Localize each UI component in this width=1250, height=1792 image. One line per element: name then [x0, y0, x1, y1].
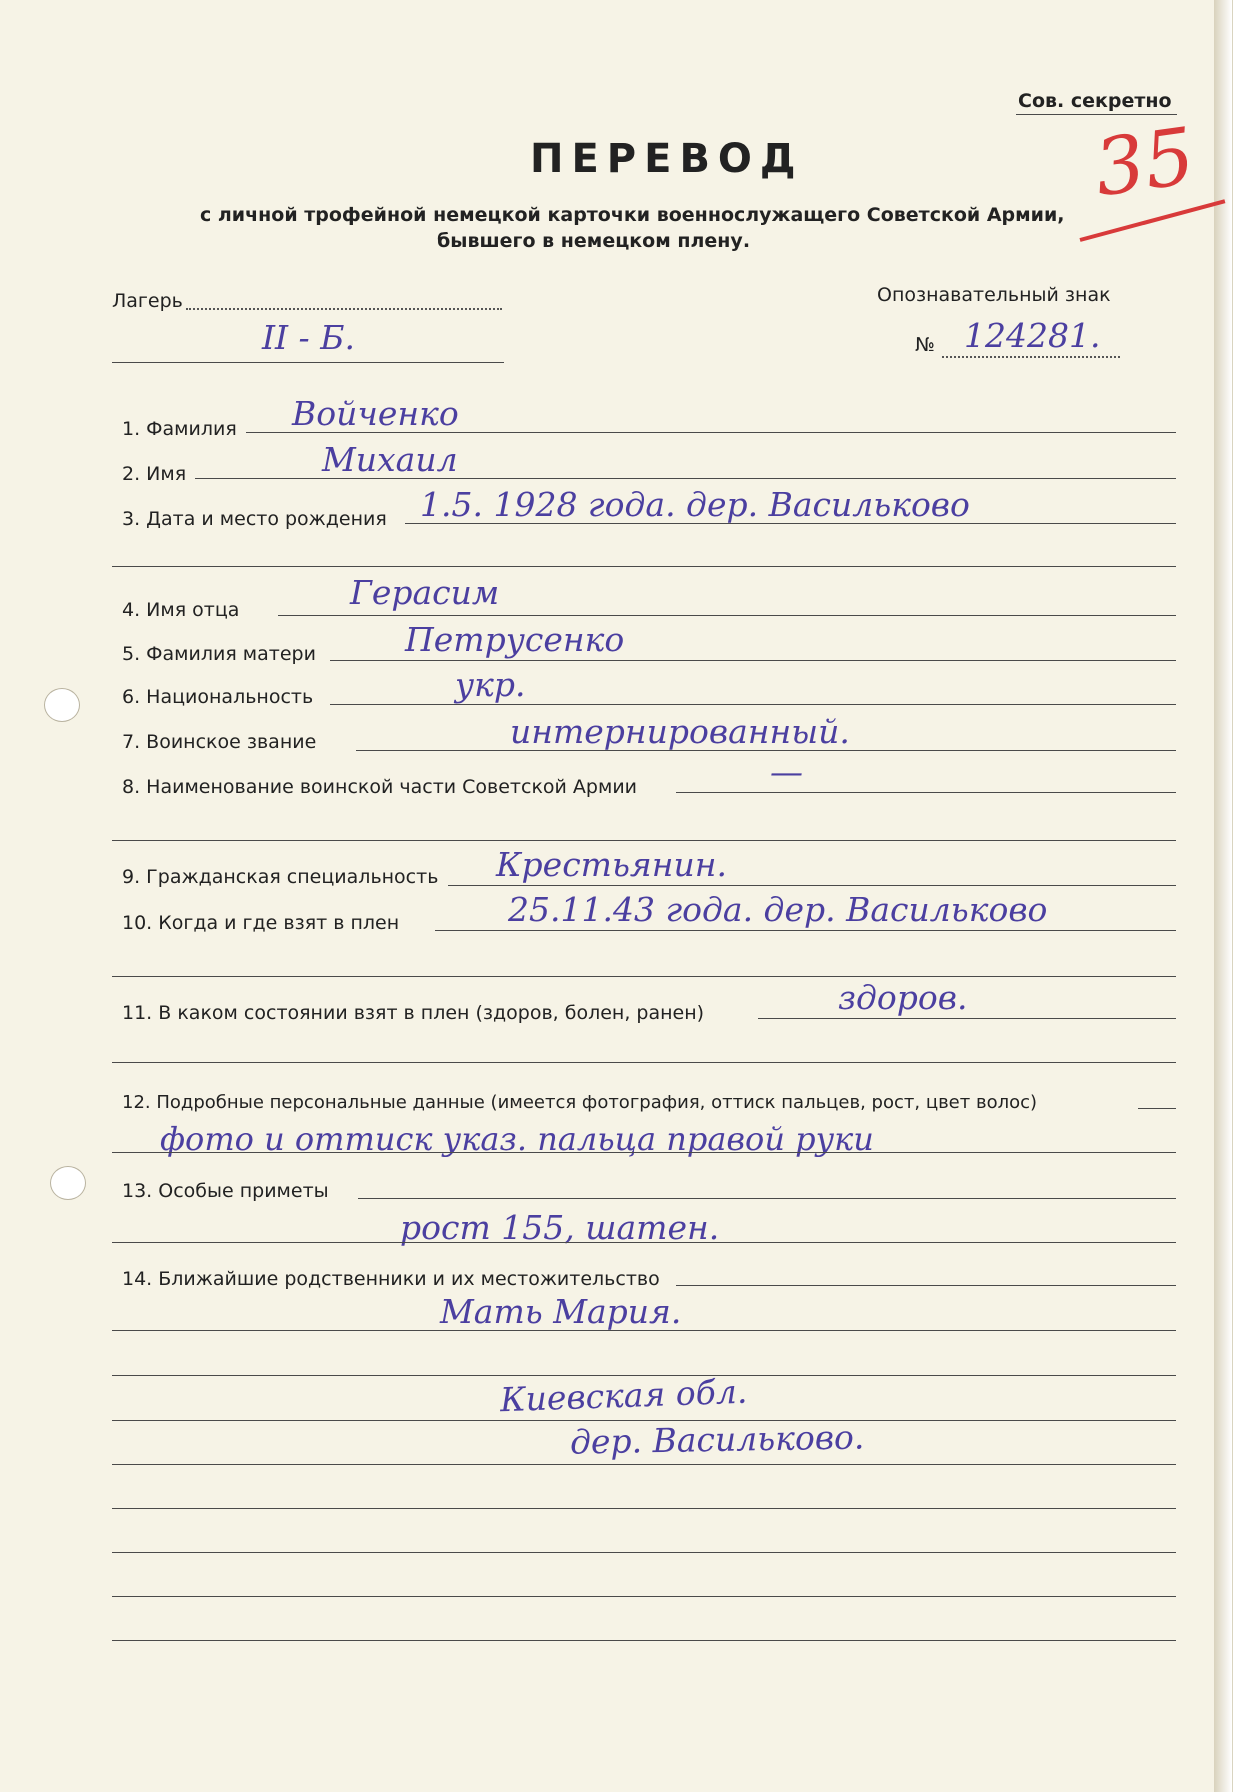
field-11-label: 11. В каком состоянии взят в плен (здоров, болен, ранен) — [122, 1002, 705, 1024]
field-10-line — [435, 930, 1176, 931]
field-9-label: 9. Гражданская специальность — [122, 866, 439, 888]
camp-line — [112, 362, 504, 363]
id-tag-label: Опознавательный знак — [877, 284, 1111, 306]
field-7-label: 7. Воинское звание — [122, 731, 317, 753]
field-6-line — [330, 704, 1176, 705]
field-14-value: Мать Мария. — [440, 1292, 682, 1331]
punch-hole-bottom — [50, 1166, 86, 1200]
field-13-value: рост 155, шатен. — [400, 1208, 720, 1247]
field-14-label: 14. Ближайшие родственники и их местожительство — [122, 1268, 660, 1290]
page-edge-shadow — [1214, 0, 1232, 1792]
red-pencil-mark: 35 — [1089, 111, 1201, 215]
relatives-region: Киевская обл. — [499, 1371, 748, 1420]
field-13-extra-line — [112, 1242, 1176, 1243]
field-10-value: 25.11.43 года. дер. Васильково — [508, 890, 1048, 929]
classification-underline — [1016, 114, 1177, 115]
field-11-value: здоров. — [838, 978, 968, 1017]
field-12-line — [1138, 1108, 1176, 1109]
field-4-line — [278, 615, 1176, 616]
relatives-line-7 — [112, 1596, 1176, 1597]
field-6-label: 6. Национальность — [122, 686, 314, 708]
relatives-village: дер. Васильково. — [569, 1417, 865, 1462]
field-2-label: 2. Имя — [122, 463, 187, 485]
field-8-value: — — [770, 752, 803, 791]
field-11-extra-line — [112, 1062, 1176, 1063]
field-8-label: 8. Наименование воинской части Советской Армии — [122, 776, 638, 798]
camp-dotted-line — [186, 308, 502, 310]
field-3-label: 3. Дата и место рождения — [122, 508, 387, 530]
field-10-label: 10. Когда и где взят в плен — [122, 912, 400, 934]
field-12-extra-line — [112, 1152, 1176, 1153]
field-3-extra-line — [112, 566, 1176, 567]
field-13-label: 13. Особые приметы — [122, 1180, 329, 1202]
camp-value: II - Б. — [262, 318, 355, 357]
field-1-label: 1. Фамилия — [122, 418, 237, 440]
field-14-line — [676, 1285, 1176, 1286]
field-13-line — [358, 1198, 1176, 1199]
document-title: ПЕРЕВОД — [530, 136, 804, 182]
relatives-line-8 — [112, 1640, 1176, 1641]
field-8-extra-line — [112, 840, 1176, 841]
field-12-value: фото и оттиск указ. пальца правой руки — [160, 1120, 874, 1158]
document-subtitle-1: с личной трофейной немецкой карточки военнослужащего Советской Армии, — [200, 204, 1065, 226]
field-1-value: Войченко — [292, 394, 459, 433]
field-5-value: Петрусенко — [405, 620, 625, 659]
classification-stamp: Сов. секретно — [1018, 90, 1172, 112]
relatives-line-5 — [112, 1508, 1176, 1509]
field-5-label: 5. Фамилия матери — [122, 643, 316, 665]
document-subtitle-2: бывшего в немецком плену. — [437, 230, 751, 252]
field-4-value: Герасим — [350, 573, 500, 612]
field-3-value: 1.5. 1928 года. дер. Васильково — [420, 485, 970, 524]
field-9-value: Крестьянин. — [496, 845, 727, 884]
field-11-line — [758, 1018, 1176, 1019]
field-8-line — [676, 792, 1176, 793]
field-12-label: 12. Подробные персональные данные (имеется фотография, оттиск пальцев, рост, цвет волос) — [122, 1092, 1038, 1113]
camp-label: Лагерь — [112, 290, 183, 312]
id-dotted-line — [942, 356, 1120, 358]
field-9-line — [448, 885, 1176, 886]
relatives-line-6 — [112, 1552, 1176, 1553]
relatives-line-4 — [112, 1464, 1176, 1465]
field-7-value: интернированный. — [510, 712, 850, 751]
relatives-line-1 — [112, 1330, 1176, 1331]
punch-hole-top — [44, 688, 80, 722]
field-10-extra-line — [112, 976, 1176, 977]
field-4-label: 4. Имя отца — [122, 599, 240, 621]
id-number-label: № — [915, 334, 935, 356]
field-2-value: Михаил — [322, 440, 458, 479]
field-5-line — [330, 660, 1176, 661]
id-tag-value: 124281. — [964, 316, 1101, 355]
field-6-value: укр. — [455, 665, 526, 704]
